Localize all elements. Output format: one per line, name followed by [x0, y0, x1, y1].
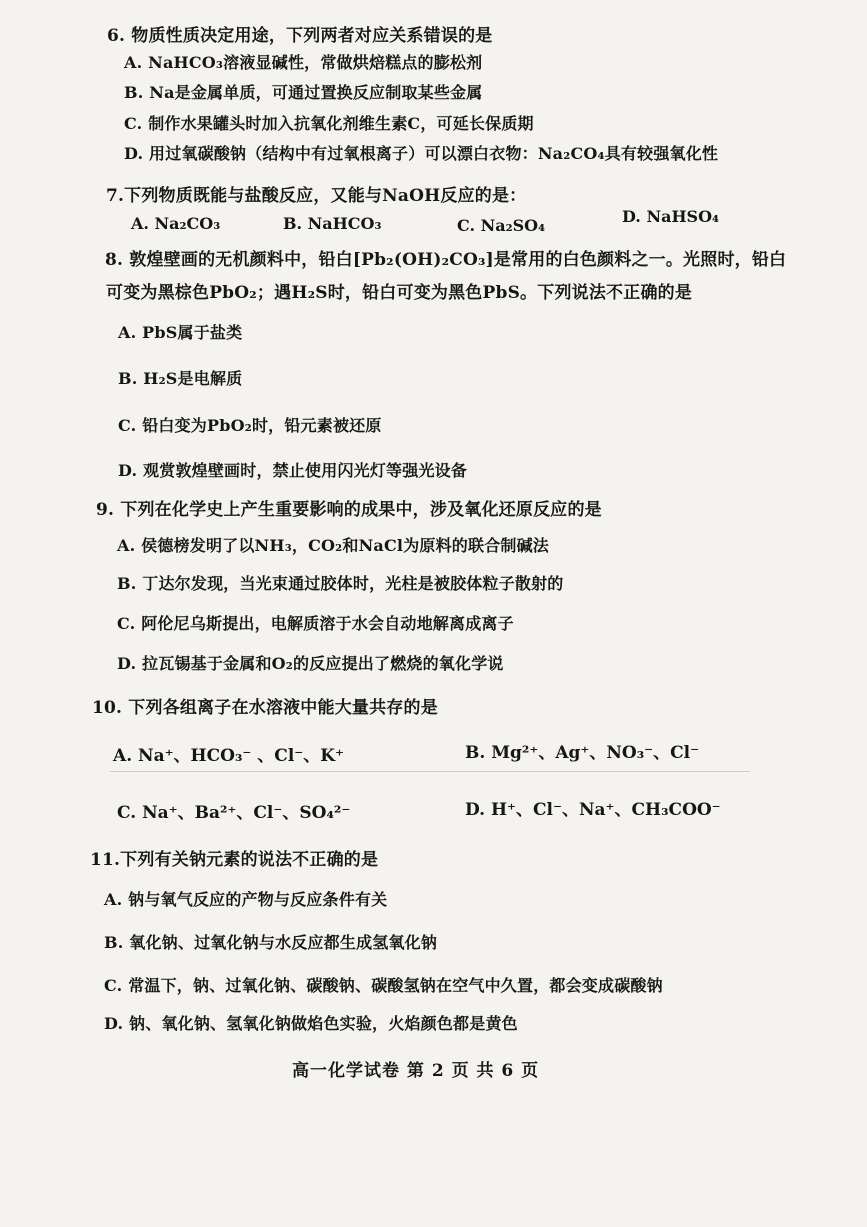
question-9-option-b: B. 丁达尔发现，当光束通过胶体时，光柱是被胶体粒子散射的 [117, 574, 564, 593]
question-7-option-b: B. NaHCO₃ [283, 214, 382, 233]
question-10-option-a: A. Na⁺、HCO₃⁻ 、Cl⁻、K⁺ [113, 746, 345, 766]
question-11-option-b: B. 氧化钠、过氧化钠与水反应都生成氢氧化钠 [104, 933, 438, 952]
question-6-stem: 6. 物质性质决定用途，下列两者对应关系错误的是 [107, 26, 493, 46]
question-11-option-d: D. 钠、氧化钠、氢氧化钠做焰色实验，火焰颜色都是黄色 [104, 1014, 518, 1033]
question-6-option-b: B. Na是金属单质，可通过置换反应制取某些金属 [124, 83, 483, 102]
question-7-stem: 7.下列物质既能与盐酸反应，又能与NaOH反应的是： [106, 186, 527, 206]
question-9-stem: 9. 下列在化学史上产生重要影响的成果中，涉及氧化还原反应的是 [96, 500, 602, 520]
question-7-option-d: D. NaHSO₄ [622, 207, 720, 226]
question-8-option-a: A. PbS属于盐类 [118, 323, 243, 342]
divider-line [110, 771, 750, 772]
question-8-option-c: C. 铅白变为PbO₂时，铅元素被还原 [118, 416, 382, 435]
question-8-stem-line-2: 可变为黑棕色PbO₂；遇H₂S时，铅白可变为黑色PbS。下列说法不正确的是 [106, 283, 693, 303]
question-10-option-b: B. Mg²⁺、Ag⁺、NO₃⁻、Cl⁻ [465, 743, 700, 763]
question-6-option-a: A. NaHCO₃溶液显碱性，常做烘焙糕点的膨松剂 [124, 53, 483, 72]
question-9-option-a: A. 侯德榜发明了以NH₃，CO₂和NaCl为原料的联合制碱法 [117, 536, 549, 555]
question-10-option-d: D. H⁺、Cl⁻、Na⁺、CH₃COO⁻ [465, 800, 721, 820]
question-9-option-c: C. 阿伦尼乌斯提出，电解质溶于水会自动地解离成离子 [117, 614, 514, 633]
question-8-option-b: B. H₂S是电解质 [118, 369, 243, 388]
question-8-option-d: D. 观赏敦煌壁画时，禁止使用闪光灯等强光设备 [118, 461, 468, 480]
question-6-option-c: C. 制作水果罐头时加入抗氧化剂维生素C，可延长保质期 [124, 114, 534, 133]
question-10-option-c: C. Na⁺、Ba²⁺、Cl⁻、SO₄²⁻ [117, 803, 351, 823]
page-footer: 高一化学试卷 第 2 页 共 6 页 [292, 1061, 540, 1081]
question-9-option-d: D. 拉瓦锡基于金属和O₂的反应提出了燃烧的氧化学说 [117, 654, 504, 673]
question-7-option-a: A. Na₂CO₃ [131, 214, 221, 233]
question-7-option-c: C. Na₂SO₄ [457, 216, 546, 235]
question-11-option-c: C. 常温下，钠、过氧化钠、碳酸钠、碳酸氢钠在空气中久置，都会变成碳酸钠 [104, 976, 663, 995]
question-6-option-d: D. 用过氧碳酸钠（结构中有过氧根离子）可以漂白衣物：Na₂CO₄具有较强氧化性 [124, 144, 719, 163]
question-10-stem: 10. 下列各组离子在水溶液中能大量共存的是 [92, 698, 438, 718]
question-8-stem-line-1: 8. 敦煌壁画的无机颜料中，铅白[Pb₂(OH)₂CO₃]是常用的白色颜料之一。光照时，铅白 [105, 250, 787, 270]
question-11-option-a: A. 钠与氧气反应的产物与反应条件有关 [104, 890, 388, 909]
question-11-stem: 11.下列有关钠元素的说法不正确的是 [90, 850, 379, 870]
